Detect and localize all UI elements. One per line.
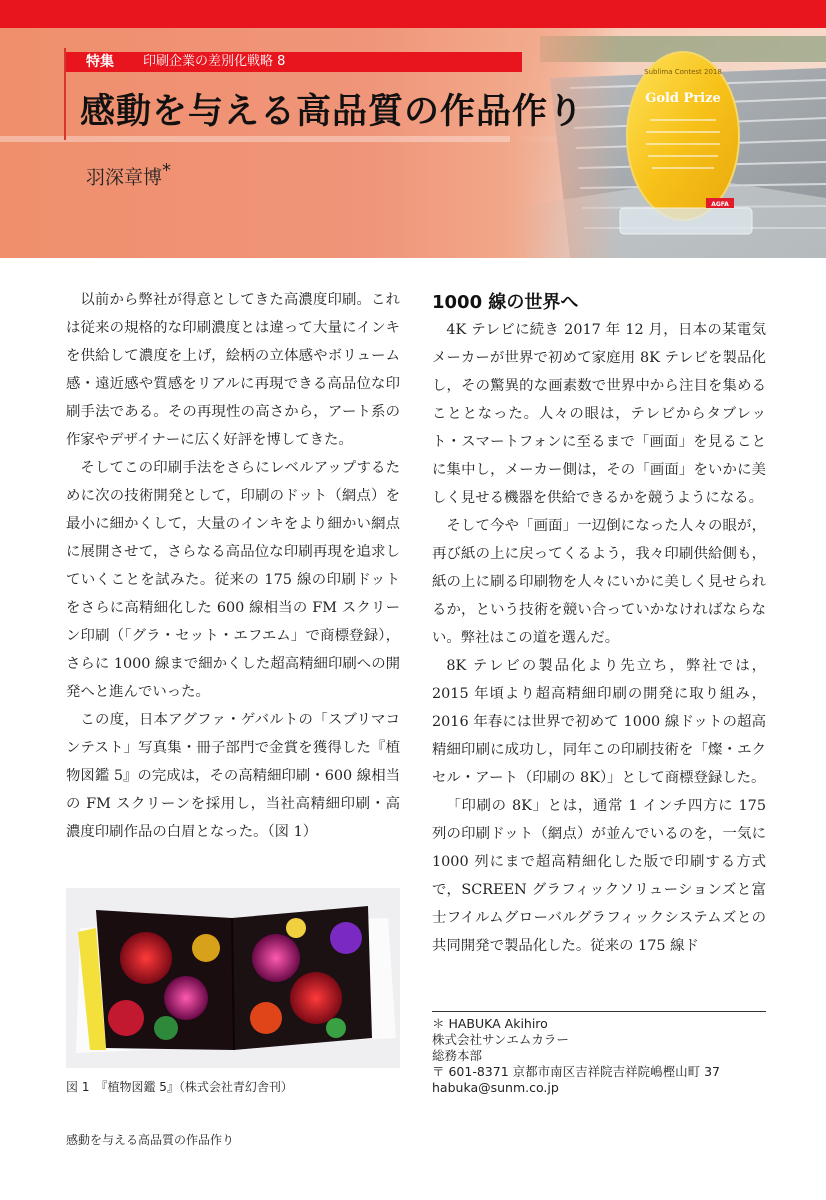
author-footnote-mark: * — [162, 160, 172, 181]
right-paragraph-4: 「印刷の 8K」とは，通常 1 インチ四方に 175 列の印刷ドット（網点）が並んでいるのを，一気に 1000 列にまで超高精細化した版で印刷する方式で，SCREEN グラフィックソリューションズと富士フイルムグローバルグラフィックシステムズとの共同開発で製品化した。従来の 175 線ド — [432, 798, 766, 954]
footnote-romanized-name: ＊ HABUKA Akihiro — [432, 1016, 548, 1031]
right-paragraph-3: 8K テレビの製品化より先立ち，弊社では，2015 年頃より超高精細印刷の開発に取り組み，2016 年春には世界で初めて 1000 線ドットの超高精細印刷に成功し，同年この印刷技術を「燦・エクセル・アート（印刷の 8K）」として商標登録した。 — [432, 658, 766, 786]
left-paragraph-2: そしてこの印刷手法をさらにレベルアップするために次の技術開発として，印刷のドット（網点）を最小に細かくして，大量のインキをより細かい網点に展開させて，さらなる高品位な印刷再現を追求していくことを試みた。従来の 175 線の印刷ドットをさらに高精細化した 600 線相当の FM スクリーン印刷（「グラ・セット・エフエム」で商標登録），さらに 1000 線まで細かくした超高精細印刷への開発へと進んでいった。 — [66, 460, 400, 700]
right-paragraph-1: 4K テレビに続き 2017 年 12 月，日本の某電気メーカーが世界で初めて家庭用 8K テレビを製品化し，その驚異的な画素数で世界中から注目を集めることとなった。人々の眼は，テレビからタブレット・スマートフォンに至るまで「画面」を見ることに集中し，メーカー側は，その「画面」をいかに美しく見せる機器を供給できるかを競うようになる。 — [432, 322, 766, 506]
left-paragraph-3: この度，日本アグファ・ゲバルトの「スブリマコンテスト」写真集・冊子部門で金賞を獲得した『植物図鑑 5』の完成は，その高精細印刷・600 線相当の FM スクリーンを採用し，当社高精細印刷・高濃度印刷作品の白眉となった。（図 1） — [66, 712, 400, 840]
figure-1-book-photo — [66, 888, 400, 1068]
author-name: 羽深章博 — [86, 166, 163, 189]
trophy-text-prize: Gold Prize — [645, 91, 721, 106]
section-heading: 1000 線の世界へ — [432, 292, 579, 313]
article-title: 感動を与える高品質の作品作り — [80, 92, 585, 132]
figure-1-caption: 図 1 『植物図鑑 5』（株式会社青幻舎刊） — [66, 1080, 293, 1094]
footnote-email: habuka@sunm.co.jp — [432, 1080, 559, 1095]
left-paragraph-1: 以前から弊社が得意としてきた高濃度印刷。これは従来の規格的な印刷濃度とは違って大量にインキを供給して濃度を上げ，絵柄の立体感やボリューム感・遠近感や質感をリアルに再現できる高品位な印刷手法である。その再現性の高さから，アート系の作家やデザイナーに広く好評を博してきた。 — [66, 292, 400, 448]
footnote-divider — [432, 1011, 766, 1012]
series-tag-bar — [66, 52, 522, 72]
right-column — [432, 316, 766, 960]
top-red-bar — [0, 0, 826, 28]
right-paragraph-2: そして今や「画面」一辺倒になった人々の眼が，再び紙の上に戻ってくるよう，我々印刷供給側も，紙の上に刷る印刷物を人々にいかに美しく見せられるか，という技術を競い合っていかなければならない。弊社はこの道を選んだ。 — [432, 518, 766, 646]
series-tag-label: 特集 — [86, 54, 114, 70]
footnote-address: 〒 601-8371 京都市南区吉祥院吉祥院嶋樫山町 37 — [432, 1064, 721, 1079]
author-footnote — [432, 1016, 720, 1096]
author-line — [86, 160, 171, 189]
footnote-company: 株式会社サンエムカラー — [432, 1032, 569, 1047]
series-tag-text: 印刷企業の差別化戦略 8 — [143, 54, 286, 69]
footnote-department: 総務本部 — [432, 1048, 483, 1063]
trophy-text-contest: Sublima Contest 2018 — [644, 68, 722, 76]
page-footer-title: 感動を与える高品質の作品作り — [66, 1133, 235, 1147]
article-header — [0, 28, 826, 258]
trophy-text-brand: AGFA — [711, 201, 729, 208]
trophy-photo — [510, 28, 826, 258]
left-column — [66, 286, 400, 846]
